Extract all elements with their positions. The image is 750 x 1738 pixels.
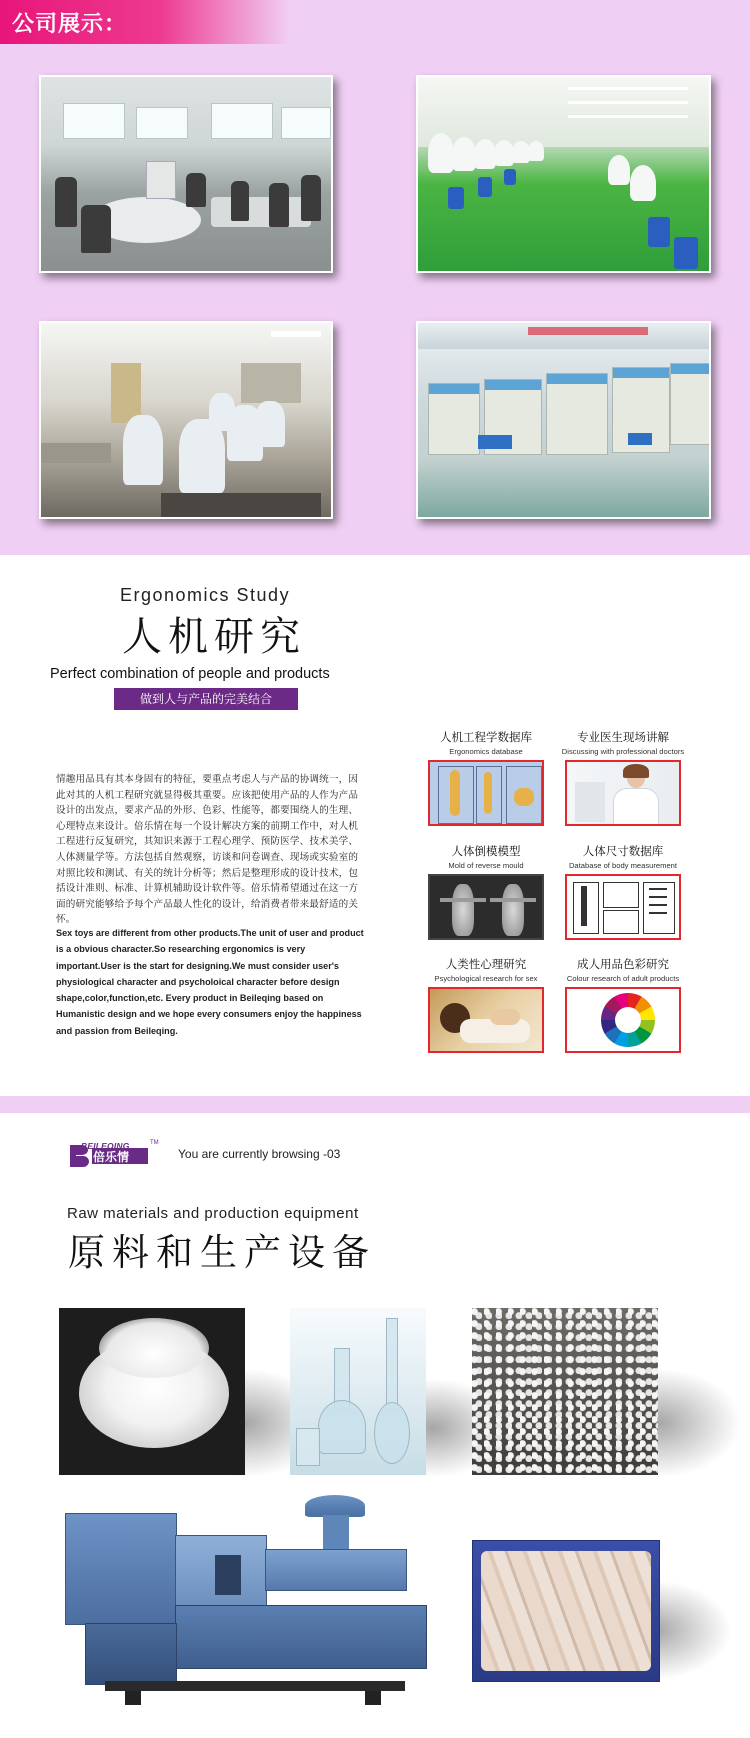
ergo-cell-colour bbox=[552, 958, 694, 985]
ergonomics-diagram-image bbox=[428, 760, 544, 826]
browsing-page-indicator: You are currently browsing -03 bbox=[178, 1147, 341, 1161]
beileqing-logo bbox=[70, 1142, 160, 1168]
raw-materials-heading-cn: 原料和生产设备 bbox=[68, 1231, 376, 1274]
ergo-cell-doctors bbox=[552, 731, 694, 758]
photo-production-machines bbox=[416, 321, 711, 519]
ergonomics-paragraph-en: Sex toys are different from other products.The unit of user and product is a obvious character.So researching ergonomics is very important.User is the start for designing.We must consider user's physiological character and psycholoical character before design shape,color,function,etc. Every product in Beileqing based on Humanistic design and we hope every consumers enjoy the happiness and passion from Beileqing. bbox=[56, 928, 364, 1036]
molded-parts-image bbox=[472, 1540, 658, 1680]
colour-wheel-image bbox=[565, 987, 681, 1053]
ergo-cell-mould bbox=[415, 845, 557, 872]
company-showcase-section bbox=[0, 0, 750, 555]
psychology-image bbox=[428, 987, 544, 1053]
ergo-cell-title: 专业医生现场讲解 bbox=[577, 732, 669, 744]
company-showcase-title: 公司展示： bbox=[12, 11, 128, 36]
ergo-cell-title: 人体倒模模型 bbox=[451, 846, 521, 858]
svg-text:倍乐情: 倍乐情 bbox=[93, 1150, 130, 1164]
ergonomics-paragraph-cn: 情趣用品具有其本身固有的特征，要重点考虑人与产品的协调统一，因此对其的人机工程研究就显得极其重要。应该把使用产品的人作为产品设计的出发点，要求产品的外形、色彩、性能等，都要围绕人的生理、心理特点来设计。倍乐情在每一个设计解决方案的前期工作中，对人机工程进行反复研究，其知识来源于工程心理学、预防医学、技术美学、人体测量学等。方法包括自然观察，访谈和问卷调查、现场或实验室的对照比较和测试、有关的统计分析等；然后是整理形成的设计技术，包括设计准则、标准、计算机辅助设计软件等。倍乐情希望通过在这一方面的研究能够给予每个产品最人性化的设计，给消费者带来最舒适的关怀。 bbox=[56, 774, 358, 926]
powder-image bbox=[59, 1308, 245, 1475]
ergo-cell-title: 人机工程学数据库 bbox=[440, 732, 532, 744]
ergo-cell-title: 人体尺寸数据库 bbox=[582, 846, 664, 858]
body-measurement-chart-image bbox=[565, 874, 681, 940]
photo-clean-room bbox=[416, 75, 711, 273]
ergo-cell-subtitle: Mold of reverse mould bbox=[448, 861, 524, 870]
ergonomics-heading-en: Ergonomics Study bbox=[120, 585, 291, 605]
raw-materials-heading-en: Raw materials and production equipment bbox=[67, 1205, 359, 1222]
doctor-image bbox=[565, 760, 681, 826]
company-showcase-title-bar bbox=[0, 0, 290, 44]
ergonomics-heading-cn: 人机研究 bbox=[122, 614, 306, 660]
ergo-cell-title: 人类性心理研究 bbox=[445, 959, 527, 971]
ergonomics-subtitle-badge: 做到人与产品的完美结合 bbox=[114, 688, 298, 710]
section-divider-band bbox=[0, 1096, 750, 1113]
liquid-flasks-image bbox=[290, 1308, 426, 1475]
photo-office bbox=[39, 75, 333, 273]
ergo-cell-subtitle: Database of body measurement bbox=[568, 861, 678, 870]
ergonomics-subtitle-en: Perfect combination of people and products bbox=[50, 666, 330, 682]
ergo-cell-subtitle: Discussing with professional doctors bbox=[561, 747, 685, 756]
injection-molding-machine-image bbox=[65, 1495, 429, 1708]
body-mould-image bbox=[428, 874, 544, 940]
ergo-cell-subtitle: Psychological research for sex bbox=[434, 974, 538, 983]
ergo-cell-title: 成人用品色彩研究 bbox=[577, 959, 669, 971]
ergo-cell-subtitle: Colour research of adult products bbox=[566, 974, 680, 983]
logo-wordmark: BEILEQING bbox=[81, 1141, 130, 1151]
logo-tm: TM bbox=[150, 1140, 159, 1146]
ergo-cell-database bbox=[415, 731, 557, 758]
photo-workshop bbox=[39, 321, 333, 519]
ergo-cell-psychology bbox=[415, 958, 557, 985]
ergo-cell-body-data bbox=[552, 845, 694, 872]
pellets-image bbox=[472, 1308, 658, 1475]
ergo-cell-subtitle: Ergonomics database bbox=[449, 747, 523, 756]
